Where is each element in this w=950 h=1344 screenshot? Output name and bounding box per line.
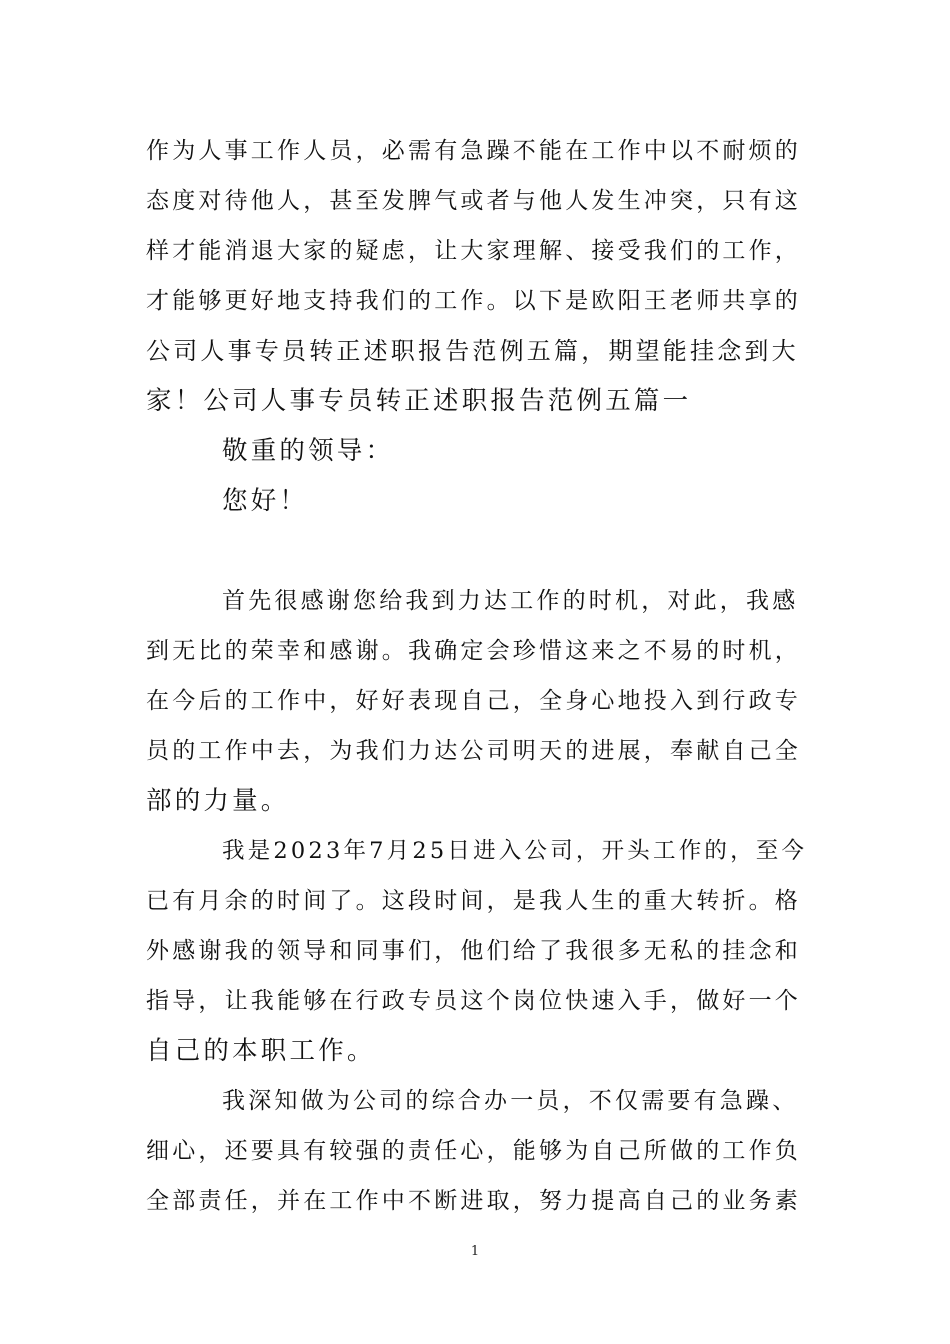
- text-line: 外感谢我的领导和同事们，他们给了我很多无私的挂念和: [146, 938, 801, 964]
- text-line: 指导，让我能够在行政专员这个岗位快速入手，做好一个: [146, 988, 801, 1014]
- page-number: 1: [470, 1244, 480, 1259]
- text-line: 细心，还要具有较强的责任心，能够为自己所做的工作负: [146, 1138, 801, 1164]
- text-line: 员的工作中去，为我们力达公司明天的进展，奉献自己全: [146, 738, 801, 764]
- text-line: 样才能消退大家的疑虑，让大家理解、接受我们的工作，: [146, 238, 801, 264]
- text-line: 到无比的荣幸和感谢。我确定会珍惜这来之不易的时机，: [146, 638, 801, 664]
- greeting: 您好！: [222, 486, 309, 516]
- text-line: 自己的本职工作。: [146, 1036, 376, 1066]
- text-line: 作为人事工作人员，必需有急躁不能在工作中以不耐烦的: [146, 138, 801, 164]
- text-line: 公司人事专员转正述职报告范例五篇，期望能挂念到大: [146, 337, 799, 365]
- text-line: 已有月余的时间了。这段时间，是我人生的重大转折。格: [146, 888, 801, 914]
- text-line: 在今后的工作中，好好表现自己，全身心地投入到行政专: [146, 688, 801, 714]
- salutation: 敬重的领导：: [222, 436, 395, 466]
- text-line: 全部责任，并在工作中不断进取，努力提高自己的业务素: [146, 1188, 801, 1214]
- text-line: 我是2023年7月25日进入公司，开头工作的，至今: [222, 838, 808, 864]
- text-line: 态度对待他人，甚至发脾气或者与他人发生冲突，只有这: [146, 188, 801, 214]
- text-line: 家！公司人事专员转正述职报告范例五篇一: [146, 386, 692, 416]
- text-line: 我深知做为公司的综合办一员，不仅需要有急躁、: [222, 1088, 799, 1114]
- text-line: 才能够更好地支持我们的工作。以下是欧阳王老师共享的: [146, 288, 801, 314]
- text-line: 首先很感谢您给我到力达工作的时机，对此，我感: [222, 588, 799, 614]
- text-line: 部的力量。: [146, 786, 290, 816]
